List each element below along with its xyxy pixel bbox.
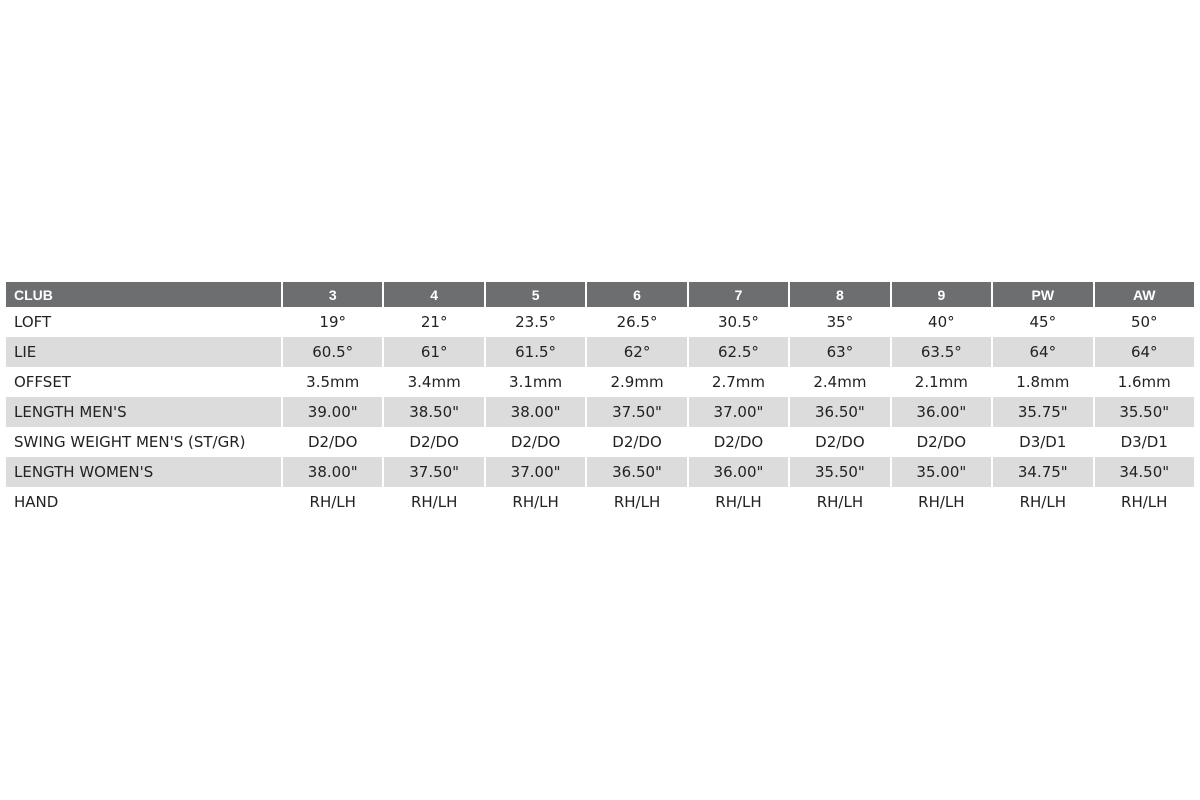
cell-value: 36.50" [585,457,686,487]
cell-value: 45° [991,307,1092,337]
cell-value: 2.1mm [890,367,991,397]
table-body [6,307,1194,517]
row-label: HAND [6,487,281,517]
header-club-aw: AW [1093,282,1195,307]
cell-value: 50° [1093,307,1195,337]
table-row-loft [6,307,1194,337]
header-club-7: 7 [687,282,788,307]
cell-value: RH/LH [585,487,686,517]
cell-value: RH/LH [788,487,889,517]
cell-value: 38.50" [382,397,483,427]
cell-value: 35.50" [788,457,889,487]
cell-value: 35.00" [890,457,991,487]
cell-value: RH/LH [890,487,991,517]
club-spec-table [6,282,1194,517]
cell-value: 40° [890,307,991,337]
table-row-hand [6,487,1194,517]
table-row-lie [6,337,1194,367]
row-label: LENGTH WOMEN'S [6,457,281,487]
cell-value: 63.5° [890,337,991,367]
cell-value: 38.00" [281,457,382,487]
cell-value: 64° [991,337,1092,367]
cell-value: 2.9mm [585,367,686,397]
cell-value: 36.00" [890,397,991,427]
cell-value: 39.00" [281,397,382,427]
header-label-club: CLUB [6,282,281,307]
row-label: SWING WEIGHT MEN'S (ST/GR) [6,427,281,457]
cell-value: 37.00" [484,457,585,487]
cell-value: 61.5° [484,337,585,367]
cell-value: D3/D1 [991,427,1092,457]
cell-value: 37.00" [687,397,788,427]
table-row-length-mens [6,397,1194,427]
cell-value: D2/DO [585,427,686,457]
cell-value: 36.50" [788,397,889,427]
cell-value: 37.50" [585,397,686,427]
row-label: LOFT [6,307,281,337]
cell-value: 1.8mm [991,367,1092,397]
cell-value: RH/LH [687,487,788,517]
table-row-offset [6,367,1194,397]
cell-value: D2/DO [890,427,991,457]
cell-value: 62.5° [687,337,788,367]
cell-value: 21° [382,307,483,337]
cell-value: 34.75" [991,457,1092,487]
cell-value: 37.50" [382,457,483,487]
cell-value: 34.50" [1093,457,1195,487]
cell-value: D2/DO [281,427,382,457]
cell-value: 2.7mm [687,367,788,397]
cell-value: 3.4mm [382,367,483,397]
cell-value: 26.5° [585,307,686,337]
cell-value: D2/DO [484,427,585,457]
table-header [6,282,1194,307]
cell-value: D2/DO [382,427,483,457]
header-club-4: 4 [382,282,483,307]
table-row-swing-weight-mens [6,427,1194,457]
row-label: LENGTH MEN'S [6,397,281,427]
cell-value: 19° [281,307,382,337]
cell-value: 64° [1093,337,1195,367]
cell-value: RH/LH [1093,487,1195,517]
header-club-6: 6 [585,282,686,307]
header-club-9: 9 [890,282,991,307]
cell-value: D3/D1 [1093,427,1195,457]
cell-value: 36.00" [687,457,788,487]
cell-value: 63° [788,337,889,367]
cell-value: 3.1mm [484,367,585,397]
cell-value: 1.6mm [1093,367,1195,397]
header-club-3: 3 [281,282,382,307]
header-club-8: 8 [788,282,889,307]
cell-value: D2/DO [788,427,889,457]
cell-value: 30.5° [687,307,788,337]
cell-value: 23.5° [484,307,585,337]
cell-value: RH/LH [991,487,1092,517]
header-club-pw: PW [991,282,1092,307]
cell-value: 2.4mm [788,367,889,397]
cell-value: 61° [382,337,483,367]
cell-value: D2/DO [687,427,788,457]
cell-value: 3.5mm [281,367,382,397]
header-row [6,282,1194,307]
header-club-5: 5 [484,282,585,307]
cell-value: RH/LH [382,487,483,517]
row-label: LIE [6,337,281,367]
table-row-length-womens [6,457,1194,487]
cell-value: 35.50" [1093,397,1195,427]
cell-value: 60.5° [281,337,382,367]
cell-value: 62° [585,337,686,367]
cell-value: 35.75" [991,397,1092,427]
cell-value: 35° [788,307,889,337]
row-label: OFFSET [6,367,281,397]
cell-value: 38.00" [484,397,585,427]
cell-value: RH/LH [484,487,585,517]
cell-value: RH/LH [281,487,382,517]
